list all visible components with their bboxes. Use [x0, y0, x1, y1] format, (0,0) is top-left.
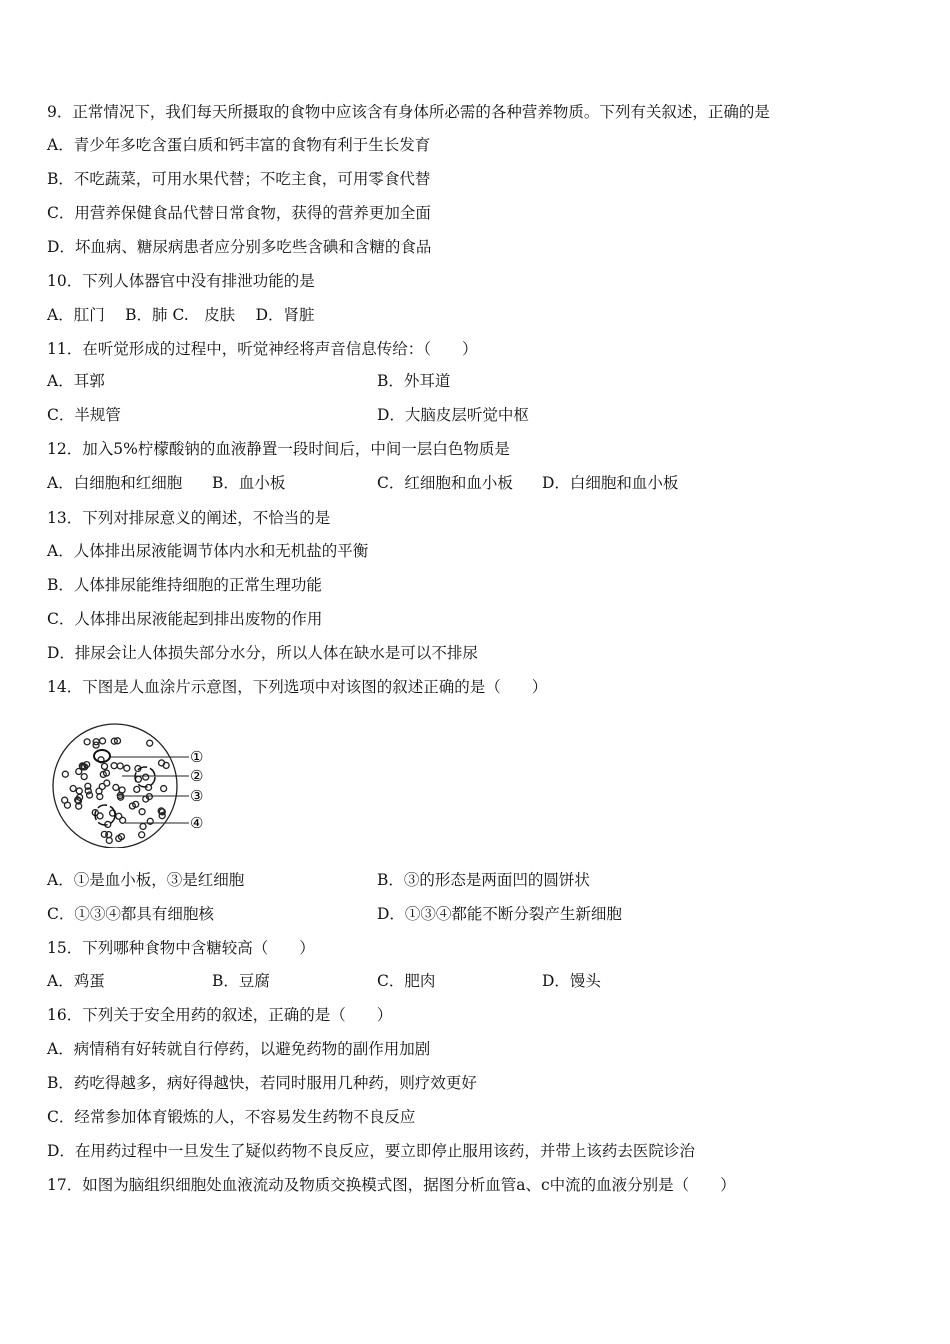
red-blood-cell [140, 823, 146, 829]
red-blood-cell [111, 763, 117, 769]
red-blood-cell [117, 763, 123, 769]
q10-options: A．肛门 B．肺 C. 皮肤 D．肾脏 [47, 306, 315, 324]
red-blood-cell [139, 809, 145, 815]
q14-option-d: D．①③④都能不断分裂产生新细胞 [377, 905, 622, 923]
q15-stem: 15．下列哪种食物中含糖较高（ ） [47, 939, 315, 957]
q15-option-a: A．鸡蛋 [47, 972, 105, 990]
q12-option-d: D．白细胞和血小板 [542, 474, 679, 492]
q15-option-d: D．馒头 [542, 972, 601, 990]
q16-option-b: B．药吃得越多，病好得越快，若同时服用几种药，则疗效更好 [47, 1074, 477, 1092]
red-blood-cell [106, 837, 112, 843]
figure-label-3: ③ [190, 787, 204, 805]
q13-option-b: B．人体排尿能维持细胞的正常生理功能 [47, 576, 322, 594]
red-blood-cell [143, 774, 149, 780]
q17-stem: 17．如图为脑组织细胞处血液流动及物质交换模式图，据图分析血管a、c中流的血液分别是（ ） [47, 1176, 736, 1194]
q12-option-a: A．白细胞和红细胞 [47, 474, 183, 492]
q9-option-b: B．不吃蔬菜，可用水果代替；不吃主食，可用零食代替 [47, 170, 431, 188]
q11-option-b: B．外耳道 [377, 372, 451, 390]
q9-stem: 9．正常情况下，我们每天所摄取的食物中应该含有身体所必需的各种营养物质。下列有关叙述，正确的是 [47, 103, 770, 121]
q11-stem: 11．在听觉形成的过程中，听觉神经将声音信息传给：（ ） [47, 340, 478, 358]
q13-option-a: A．人体排出尿液能调节体内水和无机盐的平衡 [47, 542, 369, 560]
red-blood-cell [139, 832, 145, 838]
q14-option-a: A．①是血小板，③是红细胞 [47, 871, 245, 889]
q14-option-b: B．③的形态是两面凹的圆饼状 [377, 871, 590, 889]
red-blood-cell [100, 738, 106, 744]
red-blood-cell [84, 739, 90, 745]
q9-option-a: A．青少年多吃含蛋白质和钙丰富的食物有利于生长发育 [47, 136, 431, 154]
q13-option-d: D．排尿会让人体损失部分水分，所以人体在缺水是可以不排尿 [47, 644, 478, 662]
red-blood-cell [97, 813, 103, 819]
q11-option-d: D．大脑皮层听觉中枢 [377, 406, 529, 424]
figure-label-4: ④ [190, 814, 204, 832]
q9-option-c: C．用营养保健食品代替日常食物，获得的营养更加全面 [47, 204, 431, 222]
q16-stem: 16．下列关于安全用药的叙述，正确的是（ ） [47, 1006, 393, 1024]
q11-option-c: C．半规管 [47, 406, 121, 424]
figure-label-1: ① [190, 748, 204, 766]
red-blood-cell [102, 763, 108, 769]
red-blood-cell [62, 771, 68, 777]
red-blood-cell [124, 765, 130, 771]
q12-option-c: C．红细胞和血小板 [377, 474, 513, 492]
red-blood-cell [70, 786, 76, 792]
blood-smear-figure [47, 712, 217, 848]
red-blood-cell [134, 786, 140, 792]
q9-option-d: D．坏血病、糖尿病患者应分别多吃些含碘和含糖的食品 [47, 238, 432, 256]
red-blood-cell [161, 786, 167, 792]
red-blood-cell [62, 797, 68, 803]
red-blood-cell [116, 813, 122, 819]
q16-option-a: A．病情稍有好转就自行停药，以避免药物的副作用加剧 [47, 1040, 431, 1058]
red-blood-cell [99, 783, 105, 789]
q14-option-c: C．①③④都具有细胞核 [47, 905, 214, 923]
figure-label-2: ② [190, 767, 204, 785]
red-blood-cell [119, 787, 125, 793]
q12-stem: 12．加入5%柠檬酸钠的血液静置一段时间后，中间一层白色物质是 [47, 440, 510, 458]
q13-stem: 13．下列对排尿意义的阐述，不恰当的是 [47, 509, 331, 527]
red-blood-cell [76, 788, 82, 794]
red-blood-cell [147, 740, 153, 746]
q16-option-c: C．经常参加体育锻炼的人，不容易发生药物不良反应 [47, 1108, 416, 1126]
red-blood-cell [106, 832, 112, 838]
q15-option-c: C．肥肉 [377, 972, 436, 990]
q12-option-b: B．血小板 [212, 474, 286, 492]
red-blood-cell [113, 784, 119, 790]
q15-option-b: B．豆腐 [212, 972, 270, 990]
q14-stem: 14．下图是人血涂片示意图，下列选项中对该图的叙述正确的是（ ） [47, 678, 548, 696]
q13-option-c: C．人体排出尿液能起到排出废物的作用 [47, 610, 323, 628]
red-blood-cell [81, 774, 87, 780]
q10-stem: 10．下列人体器官中没有排泄功能的是 [47, 272, 315, 290]
q11-option-a: A．耳郭 [47, 372, 105, 390]
q16-option-d: D．在用药过程中一旦发生了疑似药物不良反应，要立即停止服用该药，并带上该药去医院诊治 [47, 1142, 695, 1160]
